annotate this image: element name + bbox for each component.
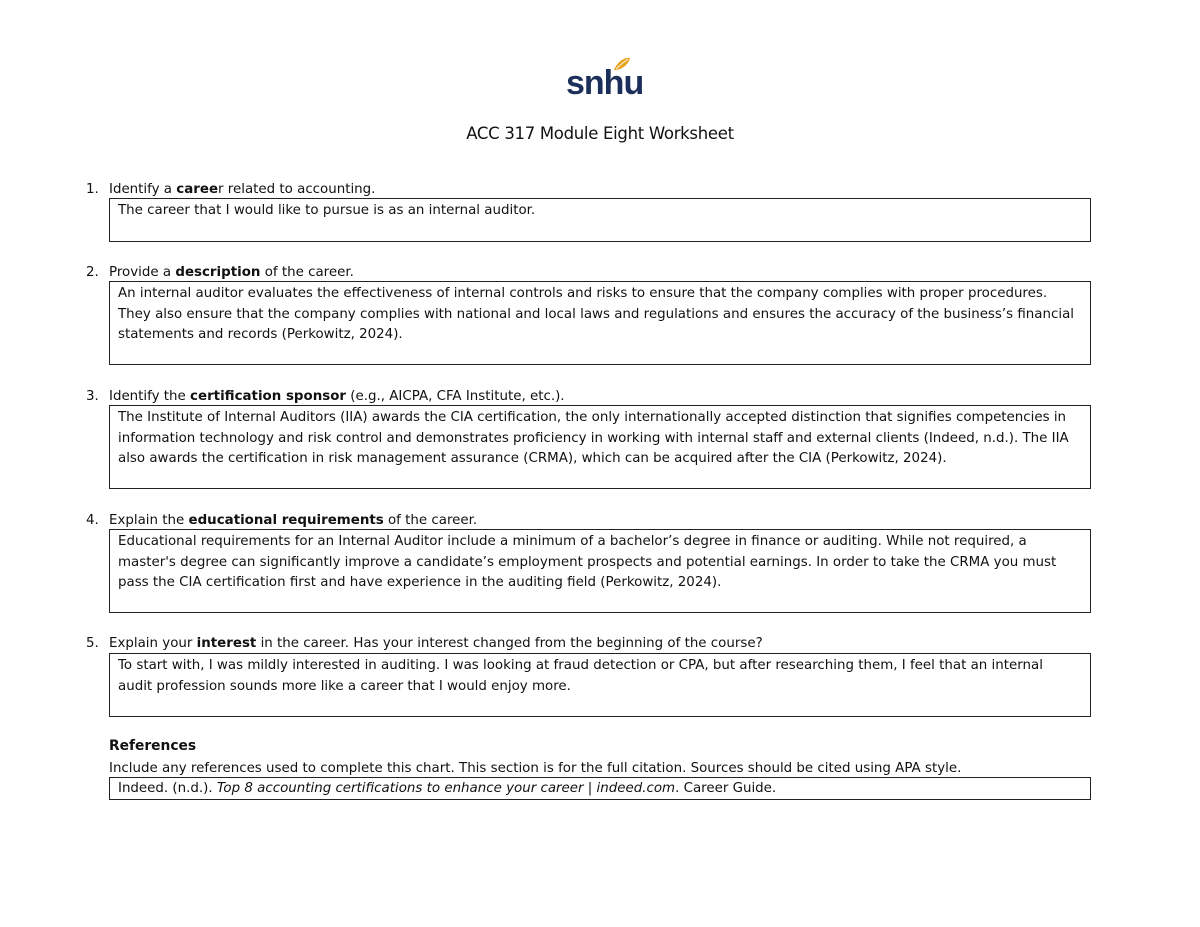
question-number: 3. — [86, 389, 99, 404]
question-text-post: r related to accounting. — [218, 182, 376, 197]
question-text-pre: Explain the — [109, 513, 189, 528]
reference-entry — [109, 777, 1091, 800]
answer-line: An internal auditor evaluates the effectiveness of internal controls and risks to ensure that the company complies with proper procedures. — [118, 286, 1048, 301]
question-keyword: educational requirements — [188, 513, 384, 528]
answer-line: also awards the certification in risk management assurance (CRMA), which can be acquired after the CIA (Perkowitz, 2024). — [118, 451, 947, 466]
answer-box-3 — [109, 405, 1091, 489]
question-text-post: (e.g., AICPA, CFA Institute, etc.). — [346, 389, 565, 404]
answer-line: The career that I would like to pursue is as an internal auditor. — [118, 203, 536, 218]
answer-box-4 — [109, 529, 1091, 613]
question-keyword: description — [175, 265, 261, 280]
references-instructions: Include any references used to complete this chart. This section is for the full citation. Sources should be cited using APA style. — [109, 761, 962, 776]
question-keyword: caree — [176, 182, 219, 197]
question-number: 5. — [86, 636, 99, 651]
question-text-post: in the career. Has your interest changed from the beginning of the course? — [256, 636, 763, 651]
snhu-logo — [562, 56, 644, 102]
question-4 — [86, 511, 1096, 530]
question-number: 1. — [86, 182, 99, 197]
question-keyword: interest — [196, 636, 257, 651]
answer-line: They also ensure that the company complies with national and local laws and regulations and ensures the accuracy of the business’s financial — [118, 306, 1074, 322]
question-text-post: of the career. — [383, 513, 478, 528]
answer-line: Educational requirements for an Internal Auditor include a minimum of a bachelor’s degree in finance or auditing. While not required, a — [118, 534, 1027, 549]
question-text-pre: Provide a — [109, 265, 176, 280]
question-number: 4. — [86, 513, 99, 528]
references-heading: References — [109, 738, 197, 754]
answer-line: To start with, I was mildly interested in auditing. I was looking at fraud detection or CPA, but after researching them, I feel that an internal — [118, 658, 1043, 673]
answer-line: statements and records (Perkowitz, 2024). — [118, 327, 403, 342]
reference-tail: . Career Guide. — [675, 781, 777, 796]
question-text-pre: Identify a — [109, 182, 177, 197]
answer-box-1 — [109, 198, 1091, 242]
reference-lead: Indeed. (n.d.). — [118, 781, 217, 796]
answer-line: master's degree can significantly improve a candidate’s employment prospects and potential earnings. In order to take the CRMA you must — [118, 554, 1057, 570]
question-1 — [86, 180, 1096, 199]
answer-line: audit profession sounds more like a career that I would enjoy more. — [118, 678, 571, 694]
answer-line: information technology and risk control and demonstrates proficiency in working with internal staff and external clients (Indeed, n.d.). The IIA — [118, 430, 1069, 446]
page-title: ACC 317 Module Eight Worksheet — [466, 124, 734, 143]
question-text-pre: Identify the — [109, 389, 191, 404]
answer-line: The Institute of Internal Auditors (IIA) awards the CIA certification, the only internationally accepted distinction that signifies competencies in — [118, 410, 1067, 425]
question-text-post: of the career. — [260, 265, 354, 280]
question-2 — [86, 263, 1096, 282]
question-3 — [86, 387, 1096, 406]
question-text-pre: Explain your — [109, 636, 197, 651]
reference-title: Top 8 accounting certifications to enhance your career | indeed.com — [216, 781, 676, 796]
answer-line: pass the CIA certification first and have experience in the auditing field (Perkowitz, 2024). — [118, 575, 722, 590]
question-keyword: certification sponsor — [190, 389, 347, 404]
answer-box-5 — [109, 653, 1091, 717]
question-5 — [86, 634, 1096, 653]
question-number: 2. — [86, 265, 99, 280]
answer-box-2 — [109, 281, 1091, 365]
logo-wordmark: snhu — [566, 64, 644, 102]
